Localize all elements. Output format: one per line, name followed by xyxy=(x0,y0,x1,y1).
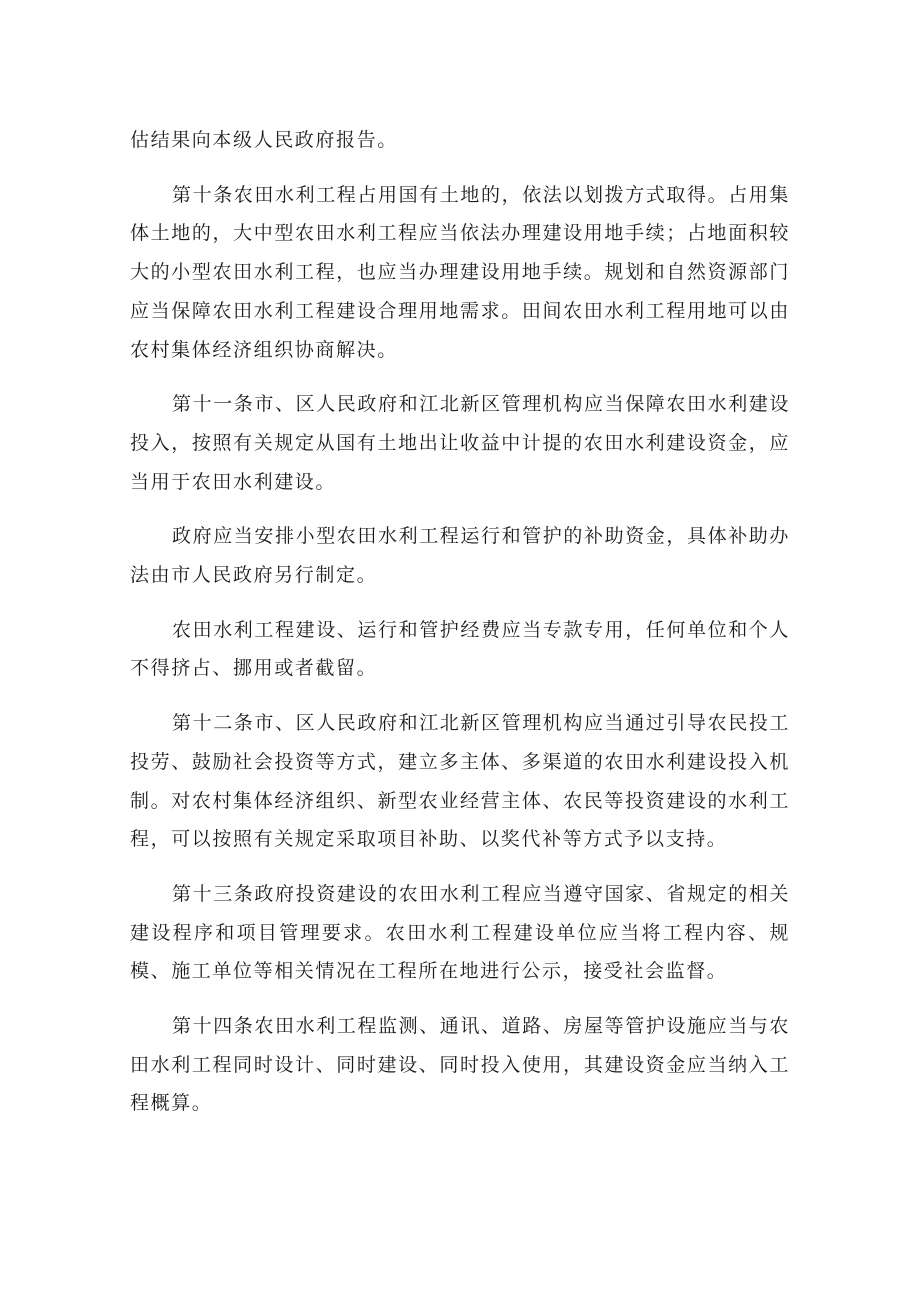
paragraph-earmarked-funds: 农田水利工程建设、运行和管护经费应当专款专用，任何单位和个人不得挤占、挪用或者截留。 xyxy=(130,618,791,680)
paragraph-subsidy-funds: 政府应当安排小型农田水利工程运行和管护的补助资金，具体补助办法由市人民政府另行制定。 xyxy=(130,525,791,587)
paragraph-article-11: 第十一条市、区人民政府和江北新区管理机构应当保障农田水利建设投入，按照有关规定从国有土地出让收益中计提的农田水利建设资金，应当用于农田水利建设。 xyxy=(130,393,791,493)
paragraph-article-13: 第十三条政府投资建设的农田水利工程应当遵守国家、省规定的相关建设程序和项目管理要求。农田水利工程建设单位应当将工程内容、规模、施工单位等相关情况在工程所在地进行公示，接受社会监督。 xyxy=(130,882,791,983)
paragraph-article-12: 第十二条市、区人民政府和江北新区管理机构应当通过引导农民投工投劳、鼓励社会投资等方式，建立多主体、多渠道的农田水利建设投入机制。对农村集体经济组织、新型农业经营主体、农民等投资建设的水利工程，可以按照有关规定采取项目补助、以奖代补等方式予以支持。 xyxy=(130,712,791,851)
paragraph-article-10: 第十条农田水利工程占用国有土地的，依法以划拨方式取得。占用集体土地的，大中型农田水利工程应当依法办理建设用地手续；占地面积较大的小型农田水利工程，也应当办理建设用地手续。规划和自然资源部门应当保障农田水利工程建设合理用地需求。田间农田水利工程用地可以由农村集体经济组织协商解决。 xyxy=(130,183,791,361)
paragraph-article-14: 第十四条农田水利工程监测、通讯、道路、房屋等管护设施应当与农田水利工程同时设计、同时建设、同时投入使用，其建设资金应当纳入工程概算。 xyxy=(130,1015,791,1115)
document-body xyxy=(130,121,790,1123)
paragraph-1: 估结果向本级人民政府报告。 xyxy=(130,129,398,151)
